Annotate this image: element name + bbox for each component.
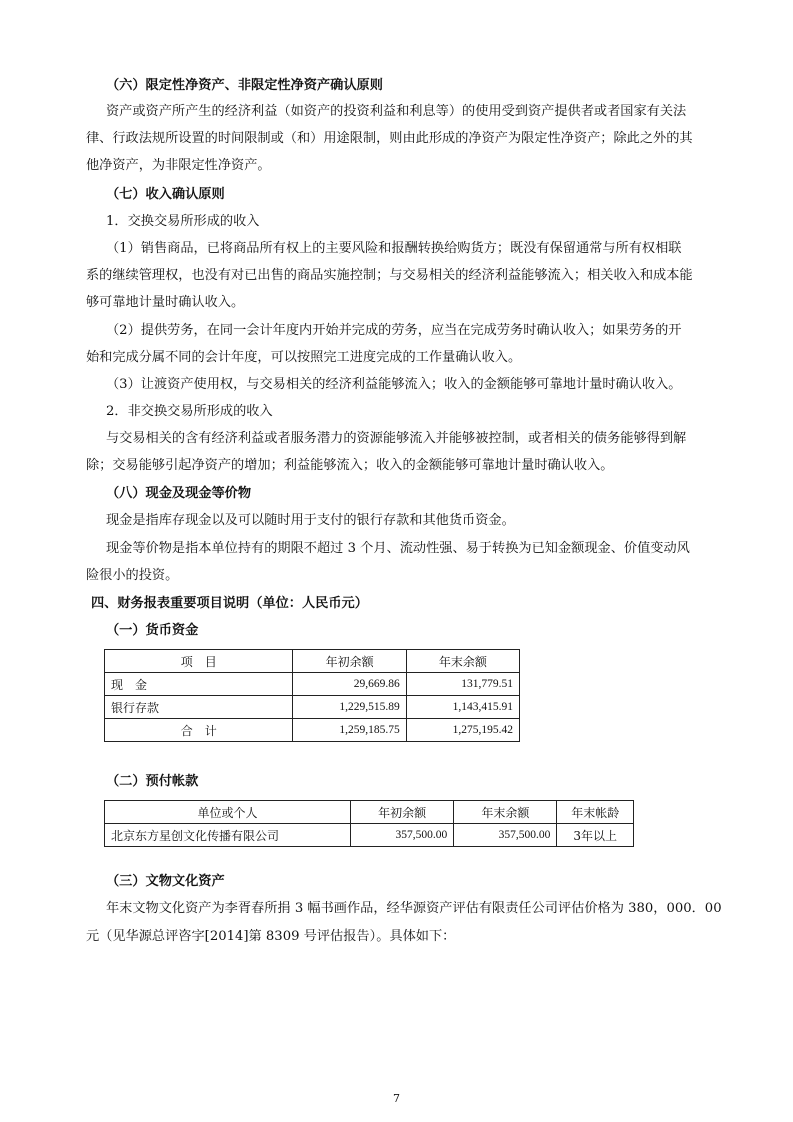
- s7-item1-line-2: 系的继续管理权，也没有对已出售的商品实施控制；与交易相关的经济利益能够流入；相关收入和成本能: [86, 268, 693, 283]
- m3-para-line-2: 元（见华源总评咨字[2014]第 8309 号评估报告）。具体如下：: [86, 929, 456, 944]
- table-cell: 合 计: [105, 719, 293, 742]
- table-header-row: [105, 650, 520, 673]
- prepayments-title: （二）预付帐款: [106, 774, 199, 789]
- section-6-title: （六）限定性净资产、非限定性净资产确认原则: [106, 78, 383, 93]
- s8-para2-line-1: 现金等价物是指本单位持有的期限不超过 3 个月、流动性强、易于转换为已知金额现金、价值变动风: [106, 541, 690, 556]
- part-4-title: 四、财务报表重要项目说明（单位：人民币元）: [91, 596, 368, 611]
- cultural-assets-title: （三）文物文化资产: [106, 874, 225, 889]
- m3-para-line-1: 年末文物文化资产为李胥春所捐 3 幅书画作品，经华源资产评估有限责任公司评估价格为 380，000．00: [106, 901, 722, 916]
- s7-para2-line-1: 与交易相关的含有经济利益或者服务潜力的资源能够流入并能够被控制，或者相关的债务能够得到解: [106, 431, 687, 446]
- table-cell: 1,229,515.89: [293, 696, 406, 719]
- s7-para2-line-2: 除；交易能够引起净资产的增加；利益能够流入；收入的金额能够可靠地计量时确认收入。: [86, 458, 614, 473]
- s7-item1-line-1: （1）销售商品，已将商品所有权上的主要风险和报酬转换给购货方；既没有保留通常与所有权相联: [106, 241, 682, 256]
- table-header-cell: 年末余额: [454, 801, 557, 824]
- table-cell: 1,259,185.75: [293, 719, 406, 742]
- table-cell: 1,143,415.91: [406, 696, 519, 719]
- table-header-cell: 年初余额: [351, 801, 454, 824]
- table-header-cell: 年末余额: [406, 650, 519, 673]
- table-cell: 银行存款: [105, 696, 293, 719]
- s8-para2-line-2: 险很小的投资。: [86, 568, 179, 583]
- table-header-cell: 年初余额: [293, 650, 406, 673]
- table-cell: 北京东方星创文化传播有限公司: [105, 824, 351, 847]
- table-cell: 现 金: [105, 673, 293, 696]
- table-row: [105, 824, 634, 847]
- table-header-cell: 单位或个人: [105, 801, 351, 824]
- table-row: [105, 719, 520, 742]
- page-number: 7: [393, 1092, 400, 1105]
- table-cell: 29,669.86: [293, 673, 406, 696]
- section-7-title: （七）收入确认原则: [106, 187, 225, 202]
- s6-para-line-2: 律、行政法规所设置的时间限制或（和）用途限制，则由此形成的净资产为限定性净资产；除此之外的其: [86, 131, 693, 146]
- table-row: [105, 696, 520, 719]
- s7-item3: （3）让渡资产使用权，与交易相关的经济利益能够流入；收入的金额能够可靠地计量时确认收入。: [106, 377, 682, 392]
- table-cell: 1,275,195.42: [406, 719, 519, 742]
- table-header-row: [105, 801, 634, 824]
- s7-item2-line-1: （2）提供劳务，在同一会计年度内开始并完成的劳务，应当在完成劳务时确认收入；如果劳务的开: [106, 323, 682, 338]
- monetary-funds-title: （一）货币资金: [106, 623, 199, 638]
- table-cell: 3年以上: [557, 824, 634, 847]
- s8-para-1: 现金是指库存现金以及可以随时用于支付的银行存款和其他货币资金。: [106, 513, 515, 528]
- prepayments-table: [104, 800, 634, 847]
- s7-item1-line-3: 够可靠地计量时确认收入。: [86, 295, 245, 310]
- s6-para-line-1: 资产或资产所产生的经济利益（如资产的投资利益和利息等）的使用受到资产提供者或者国家有关法: [106, 104, 687, 119]
- s7-item2-line-2: 始和完成分属不同的会计年度，可以按照完工进度完成的工作量确认收入。: [86, 350, 522, 365]
- table-cell: 357,500.00: [454, 824, 557, 847]
- table-row: [105, 673, 520, 696]
- table-header-cell: 年末帐龄: [557, 801, 634, 824]
- table-cell: 357,500.00: [351, 824, 454, 847]
- s7-subheading-2: 2．非交换交易所形成的收入: [106, 404, 273, 419]
- table-header-cell: 项 目: [105, 650, 293, 673]
- s6-para-line-3: 他净资产，为非限定性净资产。: [86, 158, 271, 173]
- s7-subheading-1: 1．交换交易所形成的收入: [106, 214, 260, 229]
- section-8-title: （八）现金及现金等价物: [106, 486, 252, 501]
- monetary-funds-table: [104, 649, 520, 742]
- table-cell: 131,779.51: [406, 673, 519, 696]
